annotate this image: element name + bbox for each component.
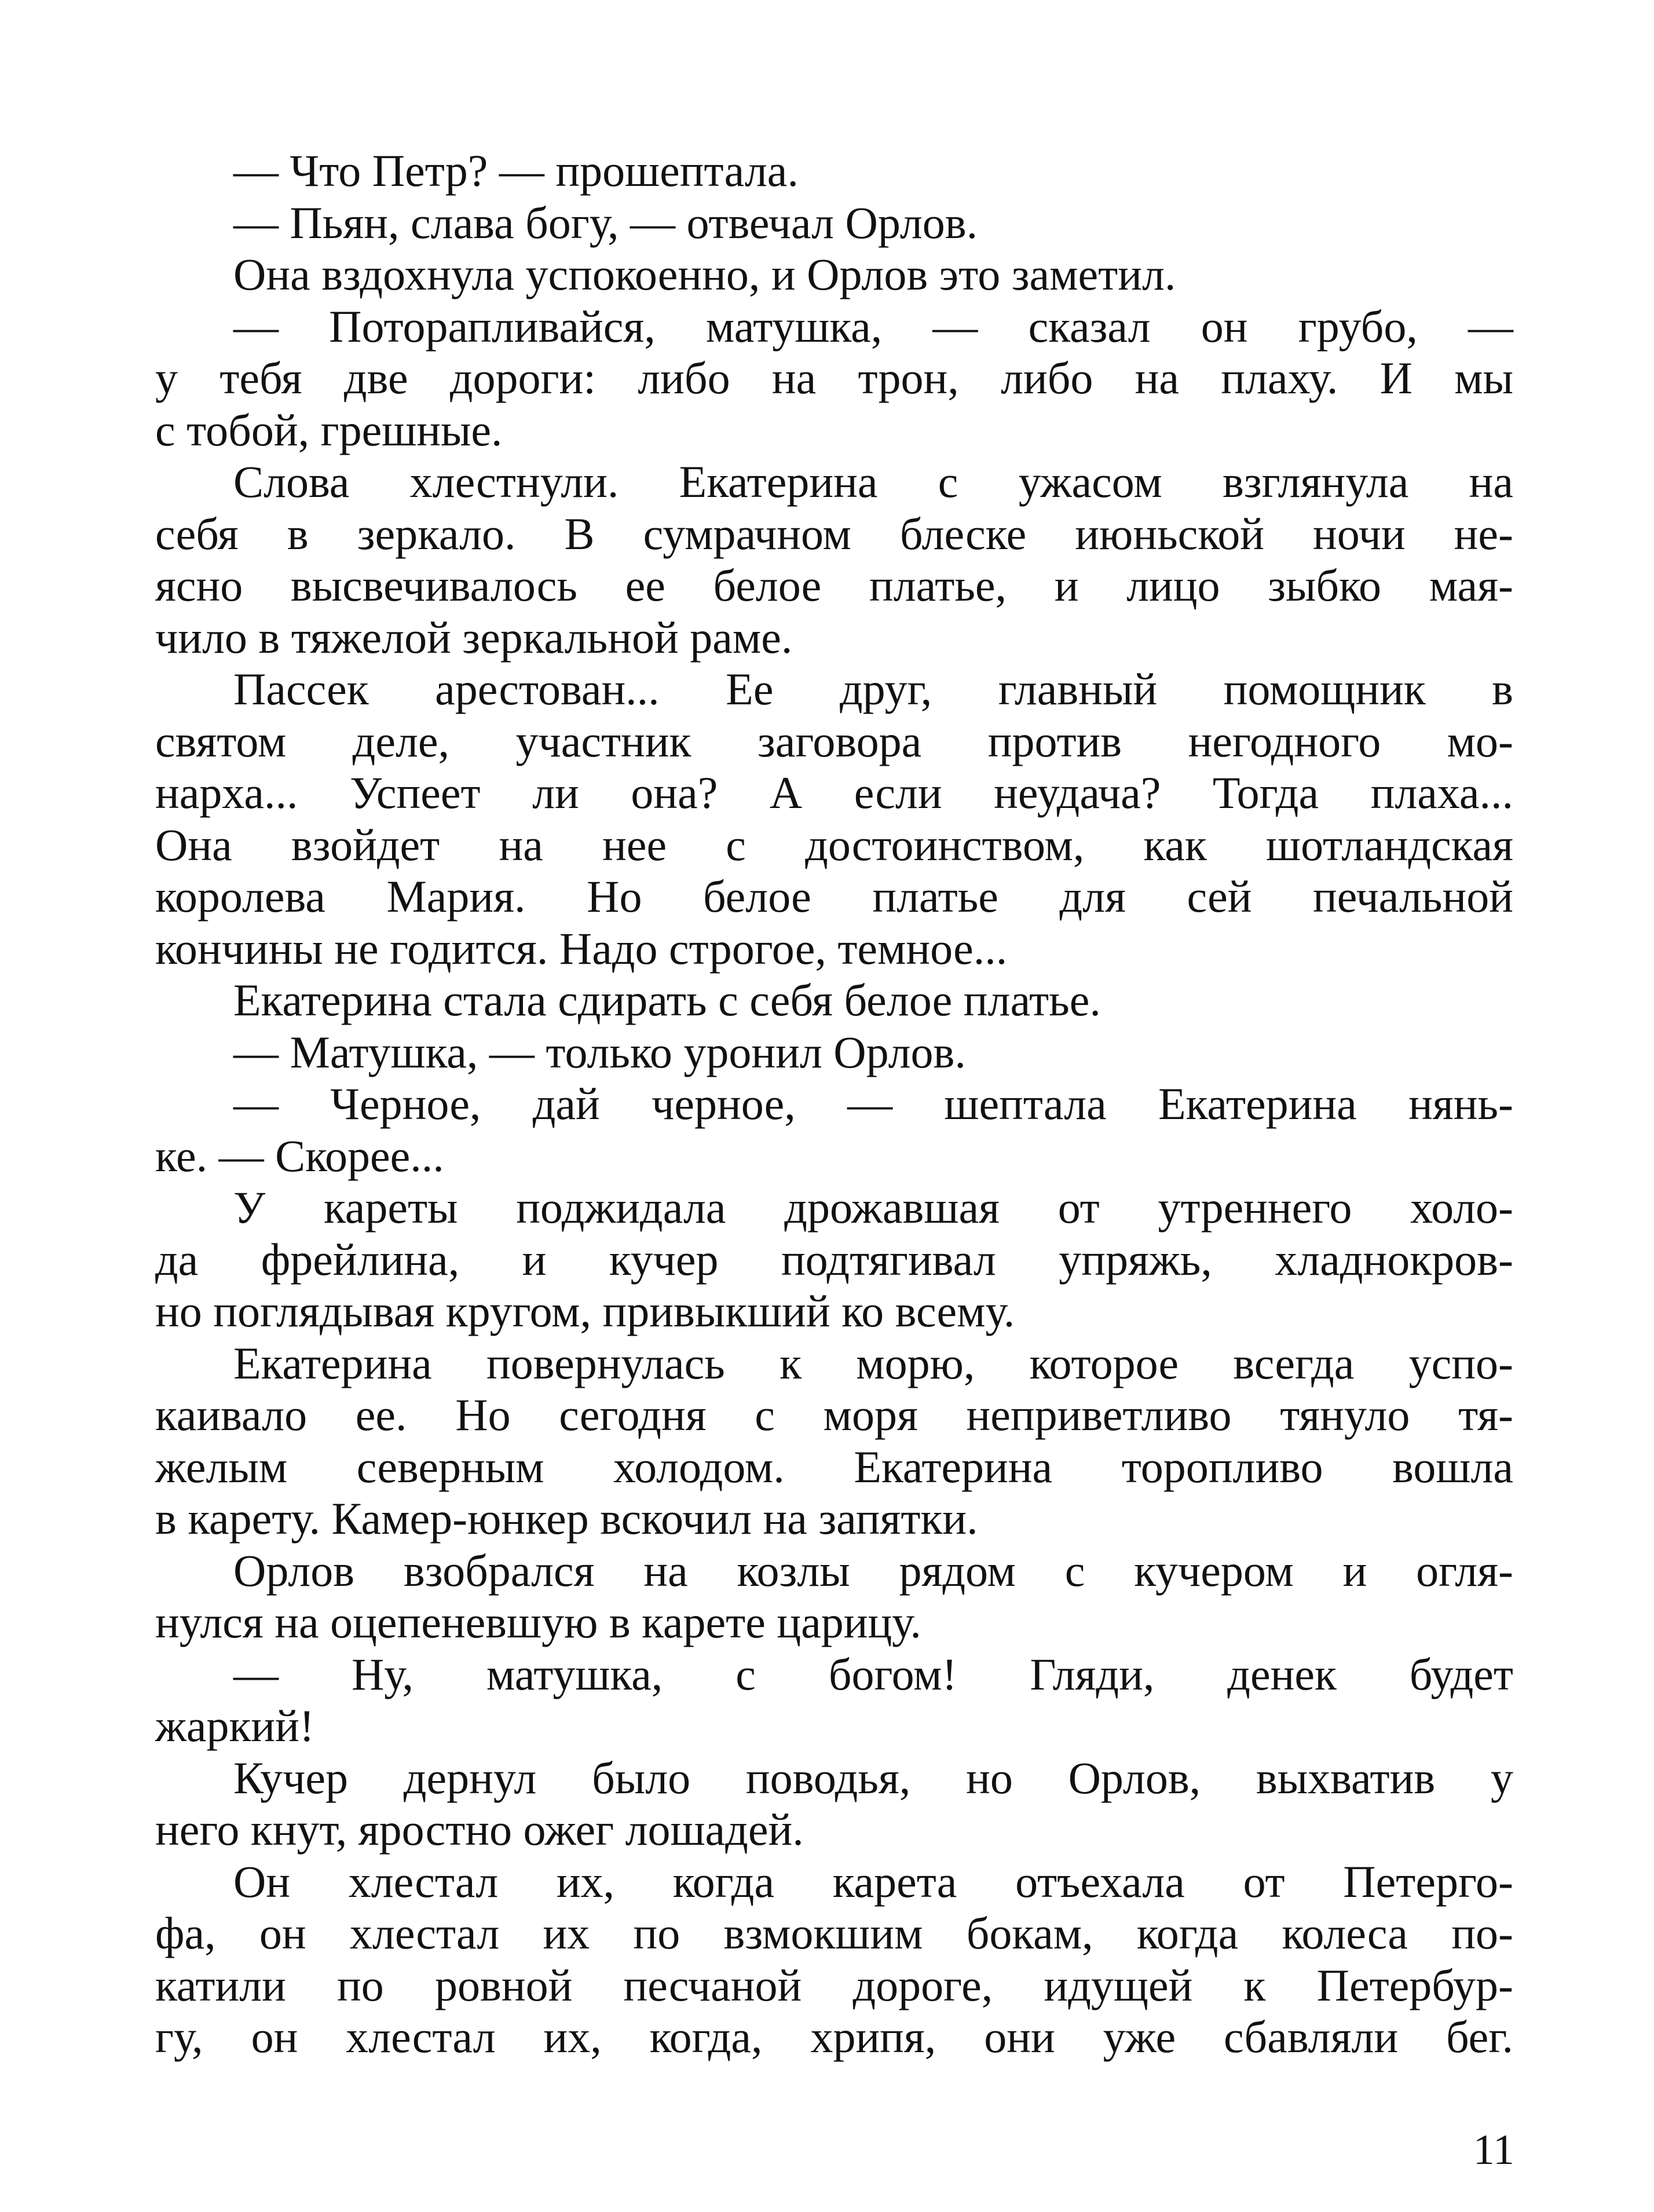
text-line: святом деле, участник заговора против негодного мо- [155, 715, 1513, 766]
text-line: кончины не годится. Надо строгое, темное... [155, 923, 1008, 974]
text-line: катили по ровной песчаной дороге, идущей к Петербур- [155, 1959, 1513, 2010]
text-line: нарха... Успеет ли она? А если неудача? Тогда плаха... [155, 767, 1513, 818]
page-number: 11 [1473, 2126, 1514, 2174]
text-line: него кнут, яростно ожег лошадей. [155, 1804, 804, 1855]
text-line: У кареты поджидала дрожавшая от утреннего холо- [233, 1182, 1513, 1233]
text-line: Слова хлестнули. Екатерина с ужасом взглянула на [233, 456, 1513, 507]
text-line: — Что Петр? — прошептала. [233, 145, 799, 196]
text-line: да фрейлина, и кучер подтягивал упряжь, хладнокров- [155, 1234, 1513, 1285]
text-line: — Матушка, — только уронил Орлов. [233, 1026, 966, 1077]
text-line: — Поторапливайся, матушка, — сказал он грубо, — [233, 301, 1513, 352]
text-line: Пассек арестован... Ее друг, главный помощник в [233, 664, 1513, 714]
text-line: но поглядывая кругом, привыкший ко всему. [155, 1286, 1015, 1336]
text-line: Она взойдет на нее с достоинством, как шотландская [155, 819, 1513, 870]
text-line: — Черное, дай черное, — шептала Екатерина нянь- [233, 1078, 1513, 1129]
text-line: фа, он хлестал их по взмокшим бокам, когда колеса по- [155, 1908, 1513, 1958]
text-line: Он хлестал их, когда карета отъехала от Петерго- [233, 1856, 1513, 1907]
text-line: — Пьян, слава богу, — отвечал Орлов. [233, 197, 978, 248]
text-line: Она вздохнула успокоенно, и Орлов это заметил. [233, 249, 1176, 299]
text-line: жаркий! [155, 1701, 314, 1751]
text-line: у тебя две дороги: либо на трон, либо на плаху. И мы [155, 353, 1513, 403]
text-line: чило в тяжелой зеркальной раме. [155, 612, 793, 663]
text-line: с тобой, грешные. [155, 404, 503, 455]
text-line: королева Мария. Но белое платье для сей печальной [155, 871, 1513, 922]
text-line: Кучер дернул было поводья, но Орлов, выхватив у [233, 1752, 1513, 1803]
text-line: Екатерина повернулась к морю, которое всегда успо- [233, 1337, 1513, 1388]
text-line: ясно высвечивалось ее белое платье, и лицо зыбко мая- [155, 560, 1513, 610]
text-line: каивало ее. Но сегодня с моря неприветливо тянуло тя- [155, 1390, 1513, 1440]
text-line: — Ну, матушка, с богом! Гляди, денек будет [233, 1648, 1513, 1699]
text-line: Орлов взобрался на козлы рядом с кучером и огля- [233, 1545, 1513, 1596]
text-line: гу, он хлестал их, когда, хрипя, они уже сбавляли бег. [155, 2012, 1513, 2062]
text-line: в карету. Камер-юнкер вскочил на запятки. [155, 1493, 978, 1544]
body-text [155, 145, 1513, 2063]
text-line: нулся на оцепеневшую в карете царицу. [155, 1597, 921, 1647]
text-line: желым северным холодом. Екатерина торопливо вошла [155, 1441, 1513, 1492]
text-line: ке. — Скорее... [155, 1130, 444, 1181]
text-line: Екатерина стала сдирать с себя белое платье. [233, 975, 1101, 1025]
text-line: себя в зеркало. В сумрачном блеске июньской ночи не- [155, 508, 1513, 559]
